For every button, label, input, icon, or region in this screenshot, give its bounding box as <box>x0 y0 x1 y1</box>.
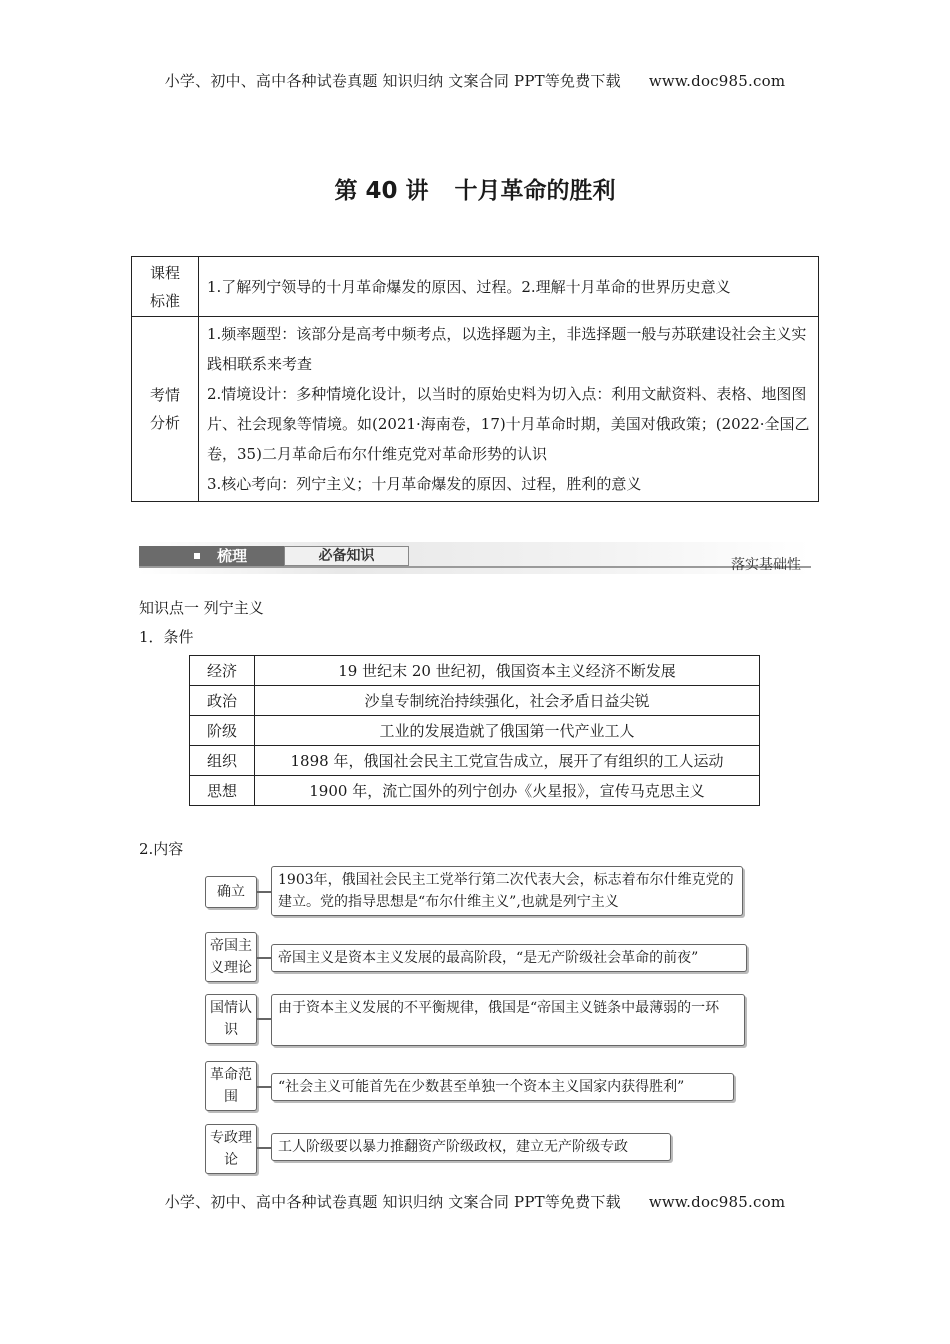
conditions-table <box>189 655 760 806</box>
connector-line <box>256 1018 271 1020</box>
content-label-box: 专政理论 <box>205 1124 257 1174</box>
header-site: www.doc985.com <box>648 72 786 90</box>
course-standard-row <box>132 257 819 317</box>
lecture-name: 十月革命的胜利 <box>454 178 616 204</box>
standards-table <box>131 256 819 502</box>
exam-analysis-label <box>132 317 199 502</box>
condition-key: 思想 <box>190 776 255 806</box>
conditions-heading: 1．条件 <box>139 628 194 646</box>
header-text: 小学、初中、高中各种试卷真题 知识归纳 文案合同 PPT等免费下载 <box>164 72 621 90</box>
course-standard-text: 1.了解列宁领导的十月革命爆发的原因、过程。2.理解十月革命的世界历史意义 <box>199 257 819 317</box>
exam-analysis-row <box>132 317 819 502</box>
exam-analysis-text <box>199 317 819 502</box>
knowledge-point-heading: 知识点一 列宁主义 <box>139 599 264 617</box>
label-line: 标准 <box>149 291 180 310</box>
table-row <box>190 656 760 686</box>
content-label-box: 帝国主义理论 <box>205 932 257 982</box>
footer-text: 小学、初中、高中各种试卷真题 知识归纳 文案合同 PPT等免费下载 <box>164 1193 621 1211</box>
condition-value: 1900 年，流亡国外的列宁创办《火星报》，宣传马克思主义 <box>255 776 760 806</box>
analysis-line: 3.核心考向：列宁主义；十月革命爆发的原因、过程，胜利的意义 <box>207 475 642 493</box>
section-banner <box>139 520 811 578</box>
condition-value: 19 世纪末 20 世纪初，俄国资本主义经济不断发展 <box>255 656 760 686</box>
table-row <box>190 776 760 806</box>
label-line: 课程 <box>149 263 180 282</box>
connector-line <box>256 1086 271 1088</box>
content-text-box: “社会主义可能首先在少数甚至单独一个资本主义国家内获得胜利” <box>271 1073 734 1101</box>
label-line: 考情 <box>149 386 180 404</box>
square-bullet-icon <box>194 553 200 559</box>
table-row <box>190 746 760 776</box>
banner-right-label: 落实基础性 <box>731 557 801 573</box>
footer-site: www.doc985.com <box>648 1193 786 1211</box>
condition-value: 工业的发展造就了俄国第一代产业工人 <box>255 716 760 746</box>
page-footer <box>0 1191 950 1212</box>
page-header <box>0 70 950 91</box>
banner-light-tab: 必备知识 <box>284 546 409 566</box>
content-text-box: 工人阶级要以暴力推翻资产阶级政权，建立无产阶级专政 <box>271 1133 671 1161</box>
analysis-line: 1.频率题型：该部分是高考中频考点，以选择题为主，非选择题一般与苏联建设社会主义实践相联系来考查 <box>207 325 807 373</box>
condition-key: 阶级 <box>190 716 255 746</box>
connector-line <box>256 1147 271 1149</box>
label-line: 分析 <box>149 414 180 432</box>
content-heading: 2.内容 <box>139 840 184 858</box>
content-label-box: 革命范围 <box>205 1061 257 1111</box>
page-title <box>0 172 950 205</box>
condition-key: 经济 <box>190 656 255 686</box>
connector-line <box>256 957 271 959</box>
condition-key: 组织 <box>190 746 255 776</box>
content-text-box: 由于资本主义发展的不平衡规律，俄国是“帝国主义链条中最薄弱的一环 <box>271 994 745 1046</box>
table-row <box>190 686 760 716</box>
connector-line <box>256 891 271 893</box>
table-row <box>190 716 760 746</box>
content-text-box: 1903年，俄国社会民主工党举行第二次代表大会，标志着布尔什维克党的建立。党的指导思想是“布尔什维主义”,也就是列宁主义 <box>271 866 743 916</box>
banner-dark-label: 梳理 <box>217 547 248 565</box>
content-text-box: 帝国主义是资本主义发展的最高阶段，“是无产阶级社会革命的前夜” <box>271 944 747 972</box>
lecture-number: 第 40 讲 <box>334 178 429 204</box>
content-label-box: 国情认识 <box>205 994 257 1044</box>
condition-key: 政治 <box>190 686 255 716</box>
condition-value: 1898 年，俄国社会民主工党宣告成立，展开了有组织的工人运动 <box>255 746 760 776</box>
course-standard-label <box>132 257 199 317</box>
condition-value: 沙皇专制统治持续强化，社会矛盾日益尖锐 <box>255 686 760 716</box>
analysis-line: 2.情境设计：多种情境化设计，以当时的原始史料为切入点：利用文献资料、表格、地图图片、社会现象等情境。如(2021·海南卷，17)十月革命时期，美国对俄政策；(2022·全国乙卷，35)二月革命后布尔什维克党对革命形势的认识 <box>207 385 810 463</box>
banner-dark-tab <box>139 546 284 566</box>
content-label-box: 确立 <box>205 876 257 908</box>
banner-rule <box>139 566 811 568</box>
